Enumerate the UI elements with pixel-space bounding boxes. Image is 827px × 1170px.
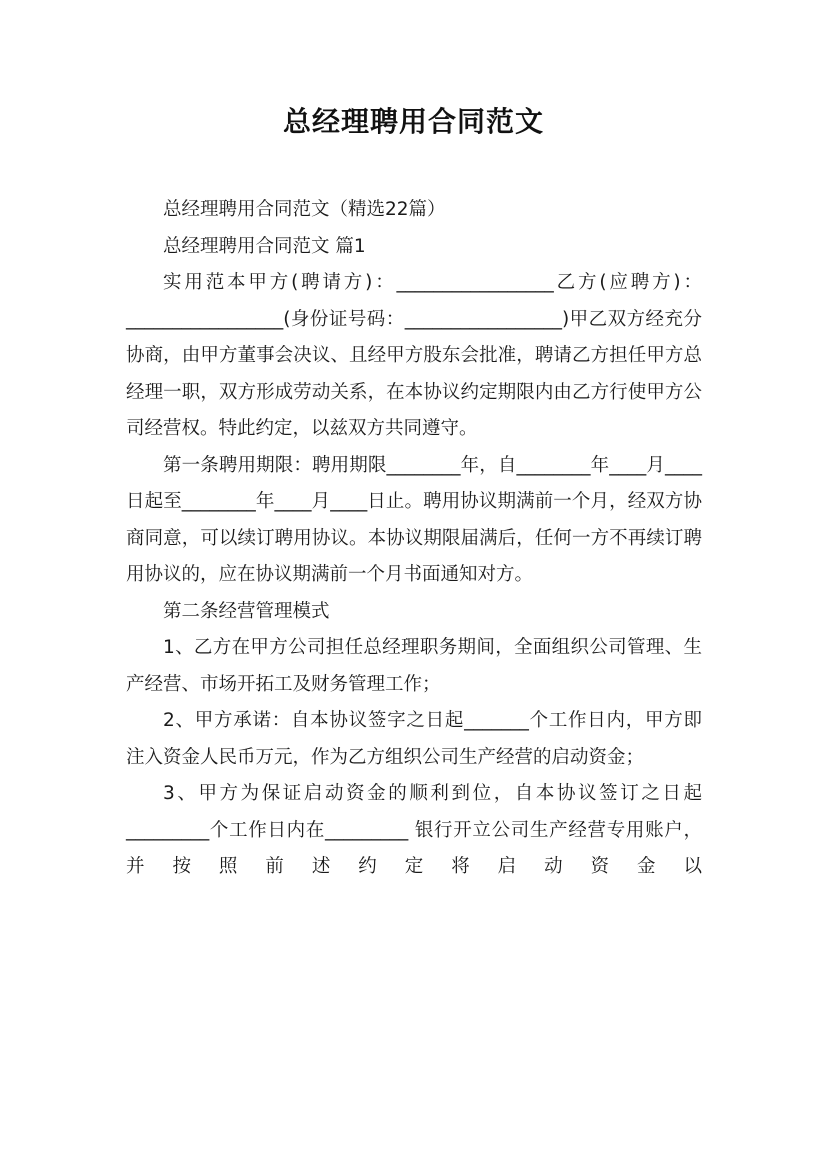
paragraph-section-heading: 总经理聘用合同范文 篇1 — [163, 235, 366, 257]
paragraph-article-1: 第一条聘用期限：聘用期限________年，自________年____月____日起至________年____月____日止。聘用协议期满前一个月，经双方协商同意，可以续订聘用协议。本协议期限届满后，任何一方不再续订聘用协议的，应在协议期满前一个月书面通知对方。 — [126, 454, 702, 585]
paragraph-clause-3: 3、甲方为保证启动资金的顺利到位，自本协议签订之日起_________个工作日内在_________ 银行开立公司生产经营专用账户，并按照前述约定将启动资金以 — [126, 783, 702, 877]
paragraph-preamble: 实用范本甲方(聘请方)：_________________乙方(应聘方)：_________________(身份证号码：_________________)甲乙双方经充分协商，由甲方董事会决议、且经甲方股东会批准，聘请乙方担任甲方总经理一职，双方形成劳动关系，在本协议约定期限内由乙方行使甲方公司经营权。特此约定，以兹双方共同遵守。 — [126, 272, 702, 439]
paragraph-clause-1: 1、乙方在甲方公司担任总经理职务期间，全面组织公司管理、生产经营、市场开拓工及财务管理工作； — [126, 637, 702, 695]
paragraph-subtitle: 总经理聘用合同范文（精选22篇） — [163, 199, 446, 220]
document-title: 总经理聘用合同范文 — [282, 105, 544, 138]
document-body — [126, 192, 702, 886]
paragraph-article-2-heading: 第二条经营管理模式 — [163, 600, 330, 622]
paragraph-clause-2: 2、甲方承诺：自本协议签字之日起_______个工作日内，甲方即注入资金人民币万元，作为乙方组织公司生产经营的启动资金； — [126, 710, 702, 768]
